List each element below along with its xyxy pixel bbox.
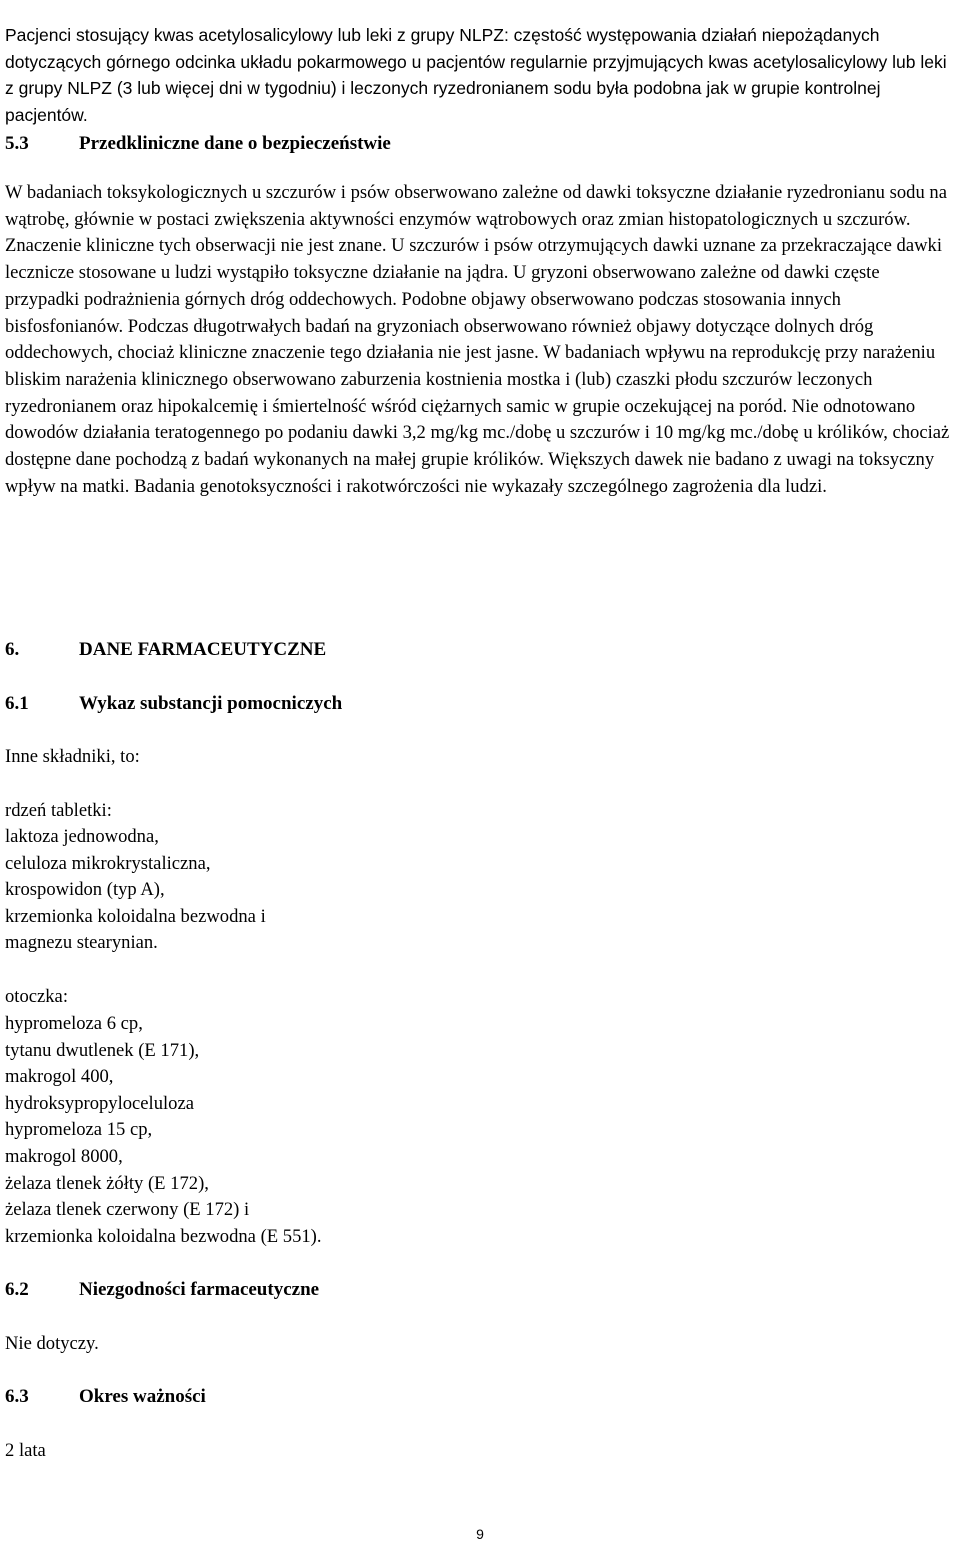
list-item: żelaza tlenek czerwony (E 172) i — [5, 1199, 250, 1221]
section-6-1-heading — [5, 691, 342, 717]
list-item: krzemionka koloidalna bezwodna i — [5, 905, 266, 927]
list-item: hydroksypropyloceluloza — [5, 1092, 194, 1114]
section-6-title: DANE FARMACEUTYCZNE — [79, 639, 327, 660]
section-6-heading — [5, 637, 326, 663]
section-6-2-title: Niezgodności farmaceutyczne — [79, 1279, 320, 1300]
list-item: hypromeloza 15 cp, — [5, 1119, 153, 1141]
section-6-2-heading — [5, 1277, 319, 1303]
coating-heading: otoczka: — [5, 986, 68, 1007]
section-6-2-text: Nie dotyczy. — [5, 1333, 99, 1354]
section-6-1-title: Wykaz substancji pomocniczych — [79, 693, 343, 714]
list-item: krzemionka koloidalna bezwodna (E 551). — [5, 1225, 322, 1247]
section-5-3-heading — [5, 131, 391, 157]
list-item: hypromeloza 6 cp, — [5, 1013, 143, 1034]
coating-list — [5, 1011, 322, 1250]
core-heading: rdzeń tabletki: — [5, 800, 112, 821]
list-item: celuloza mikrokrystaliczna, — [5, 852, 211, 874]
list-item: magnezu stearynian. — [5, 932, 158, 954]
section-6-3-number: 6.3 — [5, 1386, 29, 1407]
section-5-3-text: W badaniach toksykologicznych u szczurów i psów obserwowano zależne od dawki toksyczne działanie ryzedronianu sodu na wątrobę, głównie w postaci zwiększenia aktywności enzymów wątrobowych oraz zmian histopatologicznych u szczurów. Znaczenie kliniczne tych obserwacji nie jest znane. U szczurów i psów otrzymujących dawki uznane za przekraczające dawki lecznicze stosowane u ludzi wystąpiło toksyczne działanie na jądra. U gryzoni obserwowano zależne od dawki częste przypadki podrażnienia górnych dróg oddechowych. Podobne objawy obserwowano podczas stosowania innych bisfosfonianów. Podczas długotrwałych badań na gryzoniach obserwowano również objawy dotyczące dolnych dróg oddechowych, chociaż kliniczne znaczenie tego działania nie jest jasne. W badaniach wpływu na reprodukcję przy narażeniu bliskim narażenia klinicznego obserwowano zaburzenia kostnienia mostka i (lub) czaszki płodu szczurów leczonych ryzedronianem oraz hipokalcemię i śmiertelność wśród ciężarnych samic w grupie oczekującej na poród. Nie odnotowano dowodów działania teratogennego po podaniu dawki 3,2 mg/kg mc./dobę u szczurów i 10 mg/kg mc./dobę u królików, chociaż dostępne dane pochodzą z badań wykonanych na małej grupie królików. Większych dawek nie badano z uwagi na toksyczny wpływ na matki. Badania genotoksyczności i rakotwórczości nie wykazały szczególnego zagrożenia dla ludzi. — [5, 182, 950, 497]
core-list — [5, 824, 266, 957]
excipients-lead: Inne składniki, to: — [5, 746, 140, 767]
list-item: żelaza tlenek żółty (E 172), — [5, 1172, 209, 1194]
section-6-1-number: 6.1 — [5, 693, 29, 714]
list-item: makrogol 8000, — [5, 1145, 123, 1167]
list-item: krospowidon (typ A), — [5, 879, 165, 901]
section-6-3-text: 2 lata — [5, 1440, 46, 1461]
section-6-number: 6. — [5, 639, 20, 660]
list-item: tytanu dwutlenek (E 171), — [5, 1039, 200, 1061]
list-item: laktoza jednowodna, — [5, 826, 159, 847]
section-5-3-number: 5.3 — [5, 133, 29, 154]
list-item: makrogol 400, — [5, 1066, 114, 1088]
section-5-3-title: Przedkliniczne dane o bezpieczeństwie — [79, 133, 391, 154]
section-6-3-heading — [5, 1384, 206, 1410]
section-6-3-title: Okres ważności — [79, 1386, 206, 1407]
page-number: 9 — [476, 1526, 484, 1542]
section-6-2-number: 6.2 — [5, 1279, 29, 1300]
intro-paragraph: Pacjenci stosujący kwas acetylosalicylowy lub leki z grupy NLPZ: częstość występowania działań niepożądanych dotyczących górnego odcinka układu pokarmowego u pacjentów regularnie przyjmujących kwas acetylosalicylowy lub leki z grupy NLPZ (3 lub więcej dni w tygodniu) i leczonych ryzedronianem sodu była podobna jak w grupie kontrolnej pacjentów. — [5, 25, 947, 125]
